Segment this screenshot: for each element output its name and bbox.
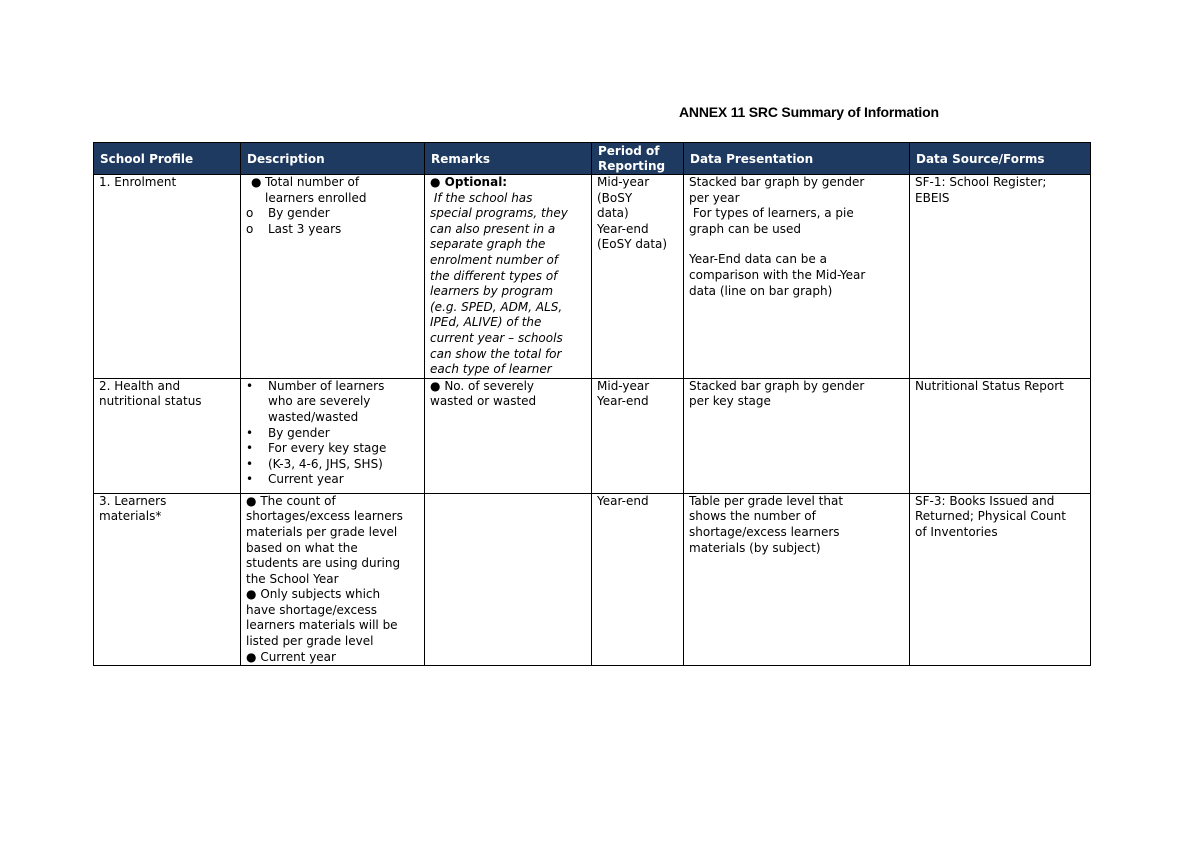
- circle-bullet-icon: o: [246, 206, 254, 221]
- cell-period-health: Mid-year Year-end: [592, 378, 684, 493]
- header-description: Description: [241, 143, 425, 175]
- header-data-source: Data Source/Forms: [910, 143, 1091, 175]
- bullet-icon: •: [246, 378, 254, 393]
- bullet-icon: ●: [430, 378, 441, 393]
- cell-source-enrolment: SF-1: School Register; EBEIS: [910, 175, 1091, 379]
- cell-description-enrolment: ● Total number of learners enrolled o By gender o Last 3 years: [241, 175, 425, 379]
- bullet-icon: •: [246, 441, 254, 456]
- header-data-presentation: Data Presentation: [684, 143, 910, 175]
- cell-profile-health: 2. Health and nutritional status: [94, 378, 241, 493]
- cell-period-materials: Year-end: [592, 493, 684, 666]
- cell-remarks-enrolment: ● Optional: If the school has special programs, they can also present in a separate graph the enrolment number of the different types of learners by program (e.g. SPED, ADM, ALS, IPEd, ALIVE) of the current year – schools can show the total for each type of learner: [425, 175, 592, 379]
- cell-remarks-materials: [425, 493, 592, 666]
- bullet-icon: •: [246, 425, 254, 440]
- summary-table: [93, 142, 1091, 666]
- bullet-icon: •: [246, 472, 254, 487]
- annex-title: ANNEX 11 SRC Summary of Information: [679, 104, 939, 120]
- cell-source-materials: SF-3: Books Issued and Returned; Physical Count of Inventories: [910, 493, 1091, 666]
- table-row: [94, 378, 1091, 493]
- cell-presentation-materials: Table per grade level that shows the number of shortage/excess learners materials (by subject): [684, 493, 910, 666]
- bullet-icon: ●: [246, 493, 257, 508]
- cell-description-materials: ● The count of shortages/excess learners materials per grade level based on what the students are using during the School Year ● Only subjects which have shortage/excess learners materials will be listed per grade level ● Current year: [241, 493, 425, 666]
- table-header-row: [94, 143, 1091, 175]
- cell-presentation-health: Stacked bar graph by gender per key stage: [684, 378, 910, 493]
- cell-period-enrolment: Mid-year (BoSY data) Year-end (EoSY data): [592, 175, 684, 379]
- cell-profile-materials: 3. Learners materials*: [94, 493, 241, 666]
- bullet-icon: ●: [430, 175, 441, 189]
- header-school-profile: School Profile: [94, 143, 241, 175]
- bullet-icon: ●: [246, 587, 257, 602]
- cell-profile-enrolment: 1. Enrolment: [94, 175, 241, 379]
- cell-remarks-health: ● No. of severely wasted or wasted: [425, 378, 592, 493]
- header-remarks: Remarks: [425, 143, 592, 175]
- cell-presentation-enrolment: Stacked bar graph by gender per year For types of learners, a pie graph can be used Year-End data can be a comparison with the Mid-Year data (line on bar graph): [684, 175, 910, 379]
- header-period-of-reporting: Period of Reporting: [592, 143, 684, 175]
- table-row: [94, 493, 1091, 666]
- cell-description-health: • Number of learners who are severely wasted/wasted • By gender • For every key stage • (K-3, 4-6, JHS, SHS) • Current year: [241, 378, 425, 493]
- bullet-icon: ●: [251, 175, 262, 189]
- table-row: [94, 175, 1091, 379]
- circle-bullet-icon: o: [246, 221, 254, 236]
- bullet-icon: •: [246, 456, 254, 471]
- bullet-icon: ●: [246, 649, 257, 664]
- cell-source-health: Nutritional Status Report: [910, 378, 1091, 493]
